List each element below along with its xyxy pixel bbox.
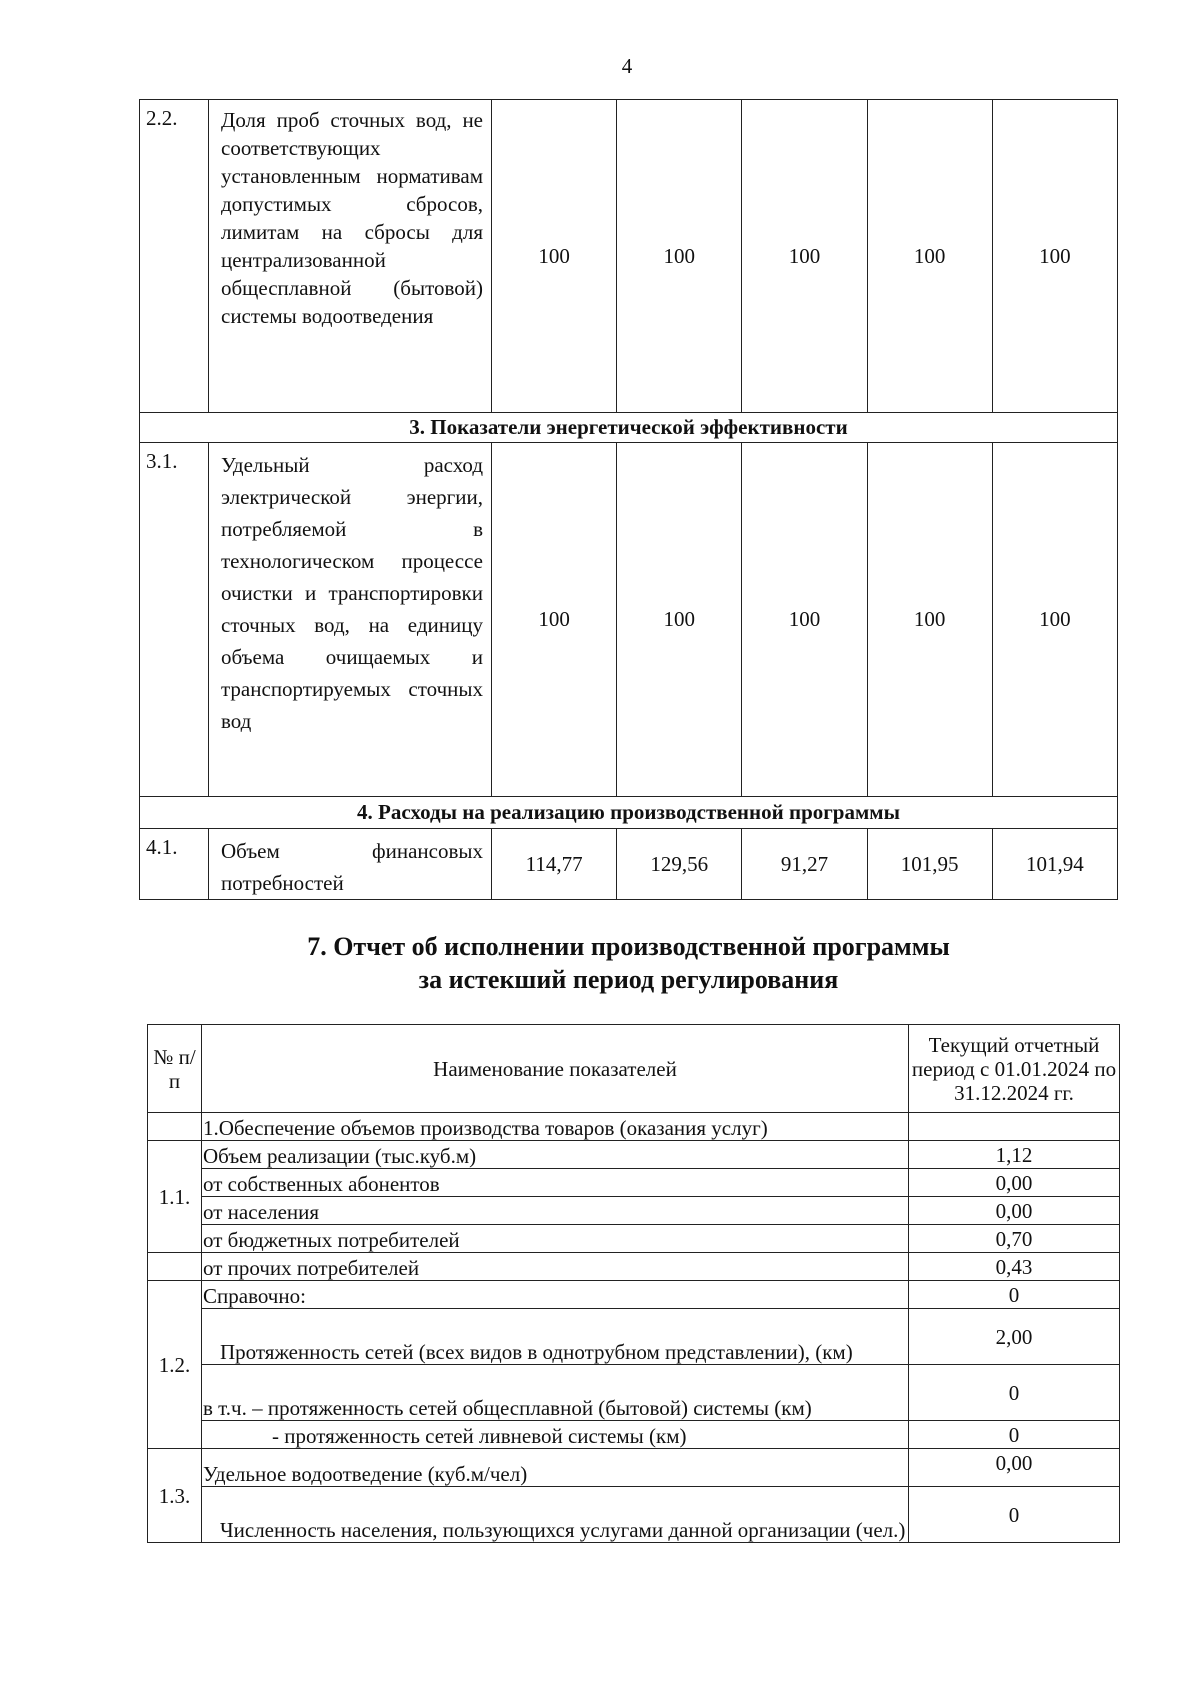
value-cell: 100 [992, 443, 1117, 797]
page-number: 4 [621, 54, 633, 78]
value-cell: 100 [742, 443, 867, 797]
row-number: 2.2. [140, 100, 209, 413]
row-value: 1,12 [909, 1141, 1120, 1169]
table-row [148, 1253, 1120, 1281]
table-row [148, 1141, 1120, 1169]
indicator-name: Доля проб сточных вод, не соответствующих установленным нормативам допустимых сбросов, лимитам на сбросы для централизованной общесплавной (бытовой) системы водоотведения [209, 100, 492, 413]
row-value: 0,43 [909, 1253, 1120, 1281]
section-row-3 [140, 413, 1118, 443]
value-cell: 101,95 [867, 829, 992, 900]
row-value: 0 [909, 1365, 1120, 1421]
table-row [148, 1309, 1120, 1365]
value-cell: 100 [992, 100, 1117, 413]
header-num: № п/п [148, 1025, 202, 1113]
row-label: от собственных абонентов [202, 1169, 909, 1197]
table-row-3-1 [140, 443, 1118, 797]
table-row [148, 1169, 1120, 1197]
section-title: 4. Расходы на реализацию производственной программы [140, 797, 1118, 829]
empty-cell [909, 1113, 1120, 1141]
value-cell: 100 [617, 443, 742, 797]
row-value: 0 [909, 1487, 1120, 1543]
table-row [148, 1421, 1120, 1449]
value-cell: 100 [617, 100, 742, 413]
row-number: 4.1. [140, 829, 209, 900]
row-label: от населения [202, 1197, 909, 1225]
header-name: Наименование показателей [202, 1025, 909, 1113]
row-label: - протяженность сетей ливневой системы (км) [202, 1421, 909, 1449]
row-label: Объем реализации (тыс.куб.м) [202, 1141, 909, 1169]
table-row-2-2 [140, 100, 1118, 413]
row-value: 0,00 [909, 1197, 1120, 1225]
table-row [148, 1281, 1120, 1309]
row-value: 2,00 [909, 1309, 1120, 1365]
row-number: 1.3. [148, 1449, 202, 1543]
header-row [148, 1025, 1120, 1113]
value-cell: 129,56 [617, 829, 742, 900]
value-cell: 100 [867, 443, 992, 797]
value-cell: 101,94 [992, 829, 1117, 900]
value-cell: 100 [867, 100, 992, 413]
row-label: Справочно: [202, 1281, 909, 1309]
row-label: от прочих потребителей [202, 1253, 909, 1281]
empty-cell [148, 1113, 202, 1141]
table-row [148, 1197, 1120, 1225]
row-value: 0,00 [909, 1449, 1120, 1487]
indicator-name: Объем финансовых потребностей [209, 829, 492, 900]
header-period: Текущий отчетный период с 01.01.2024 по 31.12.2024 гг. [909, 1025, 1120, 1113]
row-value: 0 [909, 1421, 1120, 1449]
row-value: 0,70 [909, 1225, 1120, 1253]
row-label: в т.ч. – протяженность сетей общесплавной (бытовой) системы (км) [202, 1365, 909, 1421]
row-label: от бюджетных потребителей [202, 1225, 909, 1253]
row-number: 3.1. [140, 443, 209, 797]
section-heading [139, 930, 1118, 996]
section-title: 1.Обеспечение объемов производства товаров (оказания услуг) [202, 1113, 909, 1141]
indicator-name: Удельный расход электрической энергии, потребляемой в технологическом процессе очистки и транспортировки сточных вод, на единицу объема очищаемых и транспортируемых сточных вод [209, 443, 492, 797]
table-row-4-1 [140, 829, 1118, 900]
row-label: Удельное водоотведение (куб.м/чел) [202, 1449, 909, 1487]
section-row-1 [148, 1113, 1120, 1141]
report-table [147, 1024, 1120, 1543]
section-row-4 [140, 797, 1118, 829]
row-value: 0 [909, 1281, 1120, 1309]
row-number: 1.2. [148, 1281, 202, 1449]
heading-line-1: 7. Отчет об исполнении производственной программы [307, 932, 950, 961]
value-cell: 100 [742, 100, 867, 413]
row-label: Численность населения, пользующихся услугами данной организации (чел.) [202, 1487, 909, 1543]
heading-line-2: за истекший период регулирования [418, 965, 839, 994]
value-cell: 114,77 [492, 829, 617, 900]
value-cell: 100 [492, 443, 617, 797]
table-row [148, 1365, 1120, 1421]
table-row [148, 1449, 1120, 1487]
table-row [148, 1487, 1120, 1543]
section-title: 3. Показатели энергетической эффективности [140, 413, 1118, 443]
table-row [148, 1225, 1120, 1253]
value-cell: 91,27 [742, 829, 867, 900]
row-number: 1.1. [148, 1141, 202, 1253]
indicators-table [139, 99, 1118, 900]
empty-cell [148, 1253, 202, 1281]
row-value: 0,00 [909, 1169, 1120, 1197]
row-label: Протяженность сетей (всех видов в однотрубном представлении), (км) [202, 1309, 909, 1365]
value-cell: 100 [492, 100, 617, 413]
